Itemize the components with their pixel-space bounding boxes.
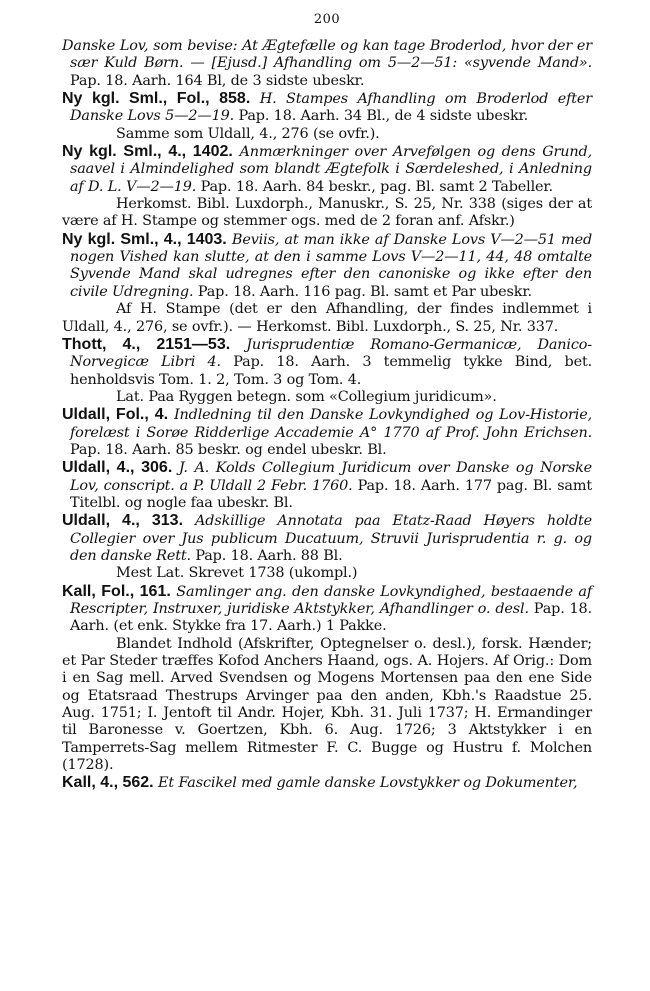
entry-description: Pap. 18. Aarh. 116 pag. Bl. samt et Par ubeskr.	[193, 283, 532, 300]
entry-shelfmark: Kall, 4., 562.	[62, 774, 154, 792]
entry-description: Pap. 18. Aarh. 3 temmelig tykke Bind, bet. henholdsvis Tom. 1. 2, Tom. 3 og Tom. 4.	[70, 354, 593, 388]
entry-paragraph	[62, 143, 592, 196]
catalog-entry	[62, 774, 592, 792]
entry-paragraph	[62, 406, 592, 459]
entry-title: J. A. Kolds Collegium Juridicum over Danske og Norske Lov, conscript. a P. Uldall 2 Febr. 1760.	[70, 460, 593, 494]
catalog-entry	[62, 512, 592, 582]
entry-title: H. Stampes Afhandling om Broderlod efter Danske Lovs 5—2—19.	[70, 91, 592, 125]
entry-description: Pap. 18. Aarh. 34 Bl., de 4 sidste ubeskr.	[234, 108, 529, 125]
entry-title: Beviis, at man ikke af Danske Lovs V—2—51 med nogen Vished kan slutte, at den i samme Lovs V—2—11, 44, 48 omtalte Syvende Mand skal udregnes efter den canoniske og ikke efter den civile Udregning.	[70, 231, 593, 300]
entry-note: Blandet Indhold (Afskrifter, Optegnelser o. desl.), forsk. Hænder; et Par Steder træffes Kofod Anchers Haand, ogs. A. Hojers. Af Orig.: Dom i en Sag mell. Arved Svendsen og Mogens Mortensen paa den ene Side og Etatsraad Thestrups Arvinger paa den anden, Kbh.'s Raadstue 25. Aug. 1751; I. Jentoft til Andr. Hojer, Kbh. 31. Juli 1737; H. Ermandinger til Baronesse v. Goertzen, Kbh. 6. Aug. 1726; 3 Aktstykker i en Tamperrets-Sag mellem Ritmester F. C. Bugge og Hustru f. Molchen (1728).	[62, 635, 592, 774]
catalog-entry	[62, 583, 592, 775]
entry-description: Pap. 18. Aarh. 88 Bl.	[190, 547, 343, 564]
entry-title: Adskillige Annotata paa Etatz-Raad Høyers holdte Collegier over Jus publicum Ducatuum, Struvii Jurisprudentia r. g. og den danske Rett.	[70, 513, 593, 564]
entry-description: Pap. 18. Aarh. (et enk. Stykke fra 17. Aarh.) 1 Pakke.	[70, 601, 592, 635]
entry-description: Pap. 18. Aarh. 164 Bl, de 3 sidste ubeskr.	[70, 72, 365, 89]
entry-title: Jurisprudentiæ Romano-Germanicæ, Danico-Norvegicæ Libri 4.	[70, 336, 592, 371]
catalog-entry	[62, 143, 592, 231]
entry-shelfmark: Uldall, 4., 313.	[62, 512, 184, 530]
entry-note: Herkomst. Bibl. Luxdorph., Manuskr., S. 25, Nr. 338 (siges der at være af H. Stampe og stemmer ogs. med de 2 foran anf. Afskr.)	[62, 196, 592, 230]
entry-note: Af H. Stampe (det er den Afhandling, der findes indlemmet i Uldall, 4., 276, se ovfr.). — Herkomst. Bibl. Luxdorph., S. 25, Nr. 337.	[62, 301, 592, 335]
entry-paragraph	[62, 231, 592, 301]
catalog-entry	[62, 406, 592, 459]
entry-shelfmark: Ny kgl. Sml., 4., 1402.	[62, 143, 233, 161]
catalog-entry	[62, 459, 592, 512]
entry-shelfmark: Uldall, Fol., 4.	[62, 406, 169, 424]
entry-title: Samlinger ang. den danske Lovkyndighed, bestaaende af Rescripter, Instruxer, juridiske Aktstykker, Afhandlinger o. desl.	[70, 583, 593, 617]
page-number: 200	[313, 12, 341, 27]
entry-title: Et Fascikel med gamle danske Lovstykker og Dokumenter,	[153, 775, 578, 792]
entry-shelfmark: Kall, Fol., 161.	[62, 582, 171, 600]
entry-note: Lat. Paa Ryggen betegn. som «Collegium juridicum».	[116, 388, 497, 405]
entry-description: Pap. 18. Aarh. 85 beskr. og endel ubeskr. Bl.	[70, 441, 387, 458]
entry-paragraph	[62, 38, 592, 90]
entry-title: Danske Lov, som bevise: At Ægtefælle og kan tage Broderlod, hvor der er sær Kuld Børn. — [Ejusd.] Afhandling om 5—2—51: «syvende Mand».	[62, 38, 592, 72]
entry-paragraph	[62, 336, 592, 389]
entry-title: Anmærkninger over Arvefølgen og dens Grund, saavel i Almindelighed som blandt Ægtefolk i Særdeleshed, i Anledning af D. L. V—2—19.	[70, 144, 592, 195]
entry-paragraph	[62, 512, 592, 565]
entry-shelfmark: Uldall, 4., 306.	[62, 459, 173, 477]
entry-shelfmark: Ny kgl. Sml., 4., 1403.	[62, 230, 227, 248]
entry-paragraph	[62, 774, 592, 792]
entry-title: Indledning til den Danske Lovkyndighed og Lov-Historie, forelæst i Sorøe Ridderlige Accademie A° 1770 af Prof. John Erichsen.	[70, 407, 592, 441]
document-page	[62, 10, 592, 793]
entry-shelfmark: Thott, 4., 2151—53.	[62, 335, 231, 353]
entry-paragraph	[62, 459, 592, 512]
entry-description: Pap. 18. Aarh. 177 pag. Bl. samt Titelbl. og nogle faa ubeskr. Bl.	[70, 477, 592, 511]
entry-shelfmark: Ny kgl. Sml., Fol., 858.	[62, 90, 251, 108]
entry-paragraph	[62, 583, 592, 636]
catalog-entry	[62, 231, 592, 336]
catalog-entry	[62, 90, 592, 143]
catalog-entry	[62, 336, 592, 406]
entry-paragraph	[62, 90, 592, 126]
entry-note: Samme som Uldall, 4., 276 (se ovfr.).	[116, 125, 380, 142]
entry-note: Mest Lat. Skrevet 1738 (ukompl.)	[116, 565, 358, 582]
catalog-entry	[62, 38, 592, 90]
entry-description: Pap. 18. Aarh. 84 beskr., pag. Bl. samt 2 Tabeller.	[196, 178, 553, 195]
